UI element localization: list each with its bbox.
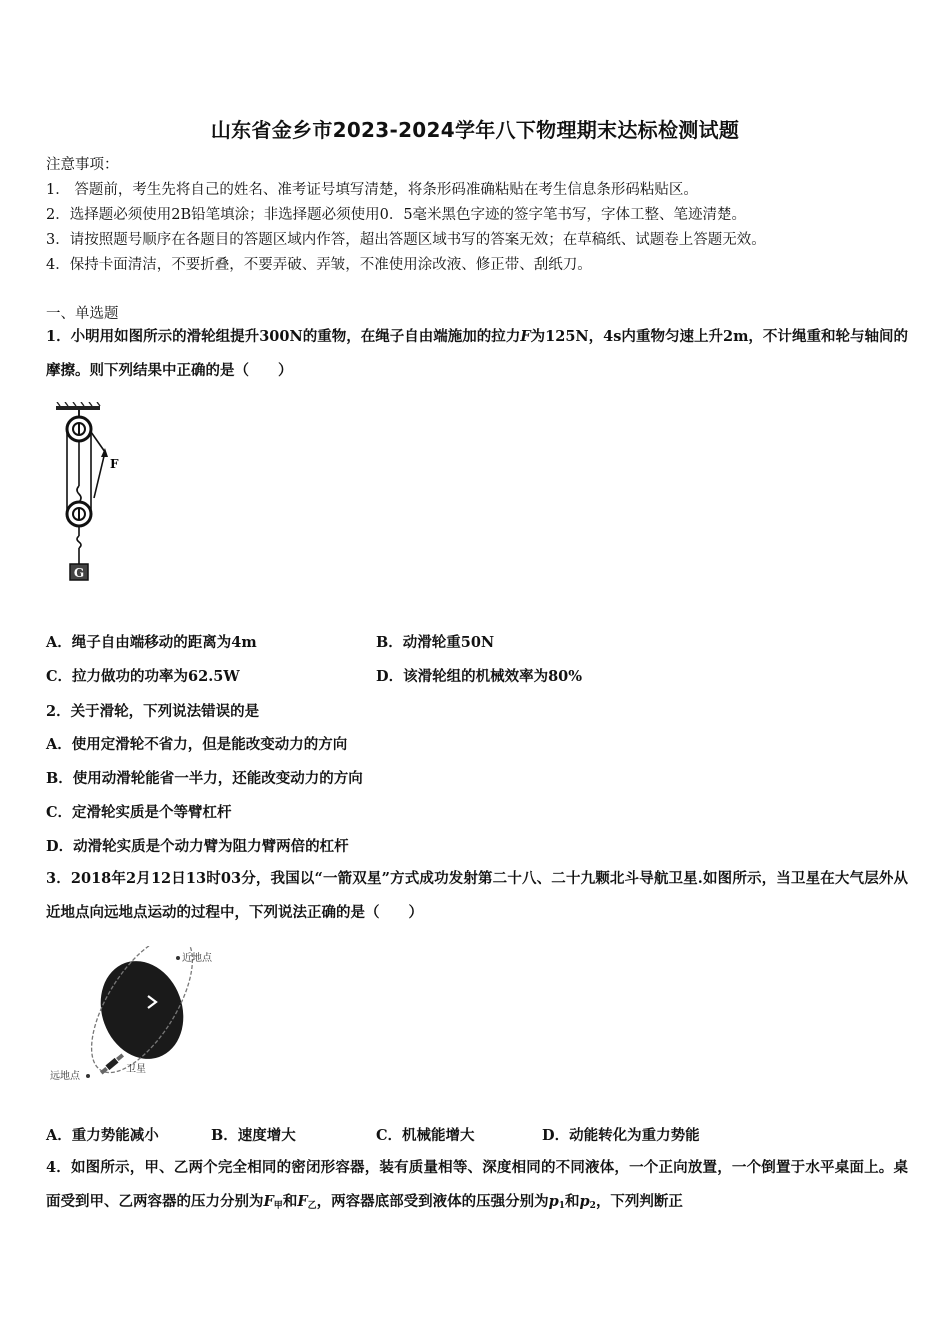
q4-stem-part: 4．如图所示，甲、乙两个完全相同的密闭形容器，装有质量相等、深度相同的不同液体，一个正向放置，一个倒置于水平桌面上。桌面受到甲、乙两容器的压力分别为 [46,1159,908,1210]
q4-symbol: p [548,1193,559,1210]
q3-option-b: B．速度增大 [211,1127,296,1144]
q4-subscript: 乙 [307,1201,317,1211]
q2-option-a: A．使用定滑轮不省力，但是能改变动力的方向 [46,736,348,753]
question-3-stem: 3．2018年2月12日13时03分，我国以“一箭双星”方式成功发射第二十八、二十九颗北斗导航卫星.如图所示，当卫星在大气层外从近地点向远地点运动的过程中，下列说法正确的是（ ） [46,870,908,921]
question-4-stem [46,1151,908,1223]
q1-force-symbol: F [520,328,531,345]
satellite-label: 卫星 [126,1064,146,1075]
q1-stem-part: 1．小明用如图所示的滑轮组提升300N的重物，在绳子自由端施加的拉力 [46,328,521,345]
notes-item: 3．请按照题号顺序在各题目的答题区域内作答，超出答题区域书写的答案无效；在草稿纸、试题卷上答题无效。 [46,232,766,248]
q4-stem-part: 和 [282,1193,298,1210]
top-point-label: 近地点 [182,953,212,964]
movable-pulley [67,502,91,526]
q1-option-b: B．动滑轮重50N [376,634,495,651]
pulley-figure [52,402,132,584]
q4-stem-part: ，下列判断正 [595,1193,683,1210]
rope [67,429,105,564]
q4-symbol: p [579,1193,590,1210]
earth [87,949,196,1070]
q4-subscript: 2 [589,1201,596,1211]
q1-option-c: C．拉力做功的功率为62.5W [46,668,240,685]
q3-option-d: D．动能转化为重力势能 [542,1127,700,1144]
q4-symbol: F [263,1193,274,1210]
notes-heading: 注意事项： [46,157,119,173]
fixed-pulley [67,417,91,441]
force-label: F [110,457,119,471]
question-1-stem [46,320,908,388]
notes-item: 2．选择题必须使用2B铅笔填涂；非选择题必须使用0．5毫米黑色字迹的签字笔书写，字体工整、笔迹清楚。 [46,207,747,223]
q2-option-d: D．动滑轮实质是个动力臂为阻力臂两倍的杠杆 [46,838,349,855]
notes-item: 4．保持卡面清洁，不要折叠，不要弄破、弄皱，不准使用涂改液、修正带、刮纸刀。 [46,257,592,273]
q4-symbol: F [297,1193,308,1210]
q1-stem-part: 为125N，4s内重物匀速上升2m，不计绳重和轮与轴间的摩擦。则下列结果中正确的是（ ） [46,328,908,379]
force-arrow-head [101,448,108,457]
bottom-point-label: 远地点 [50,1071,80,1082]
ceiling-bar [56,406,100,410]
top-point [176,956,180,960]
q2-option-c: C．定滑轮实质是个等臂杠杆 [46,804,232,821]
section-heading: 一、单选题 [46,306,119,322]
q4-stem-part: 和 [565,1193,580,1210]
ceiling-hatch [57,402,100,406]
page-title: 山东省金乡市2023-2024学年八下物理期末达标检测试题 [210,118,740,142]
q3-option-c: C．机械能增大 [376,1127,475,1144]
q4-subscript: 1 [558,1201,566,1211]
q1-option-d: D．该滑轮组的机械效率为80% [376,668,583,685]
q3-option-a: A．重力势能减小 [46,1127,159,1144]
q1-option-a: A．绳子自由端移动的距离为4m [46,634,257,651]
bottom-point [86,1074,90,1078]
notes-item: 1． 答题前，考生先将自己的姓名、准考证号填写清楚，将条形码准确粘贴在考生信息条形码粘贴区。 [46,182,698,198]
orbit-figure [46,946,216,1086]
weight-label: G [73,566,85,580]
q2-option-b: B．使用动滑轮能省一半力，还能改变动力的方向 [46,770,363,787]
q4-subscript: 甲 [273,1201,283,1211]
question-2-stem: 2．关于滑轮，下列说法错误的是 [46,703,260,720]
q4-stem-part: ，两容器底部受到液体的压强分别为 [316,1193,549,1210]
